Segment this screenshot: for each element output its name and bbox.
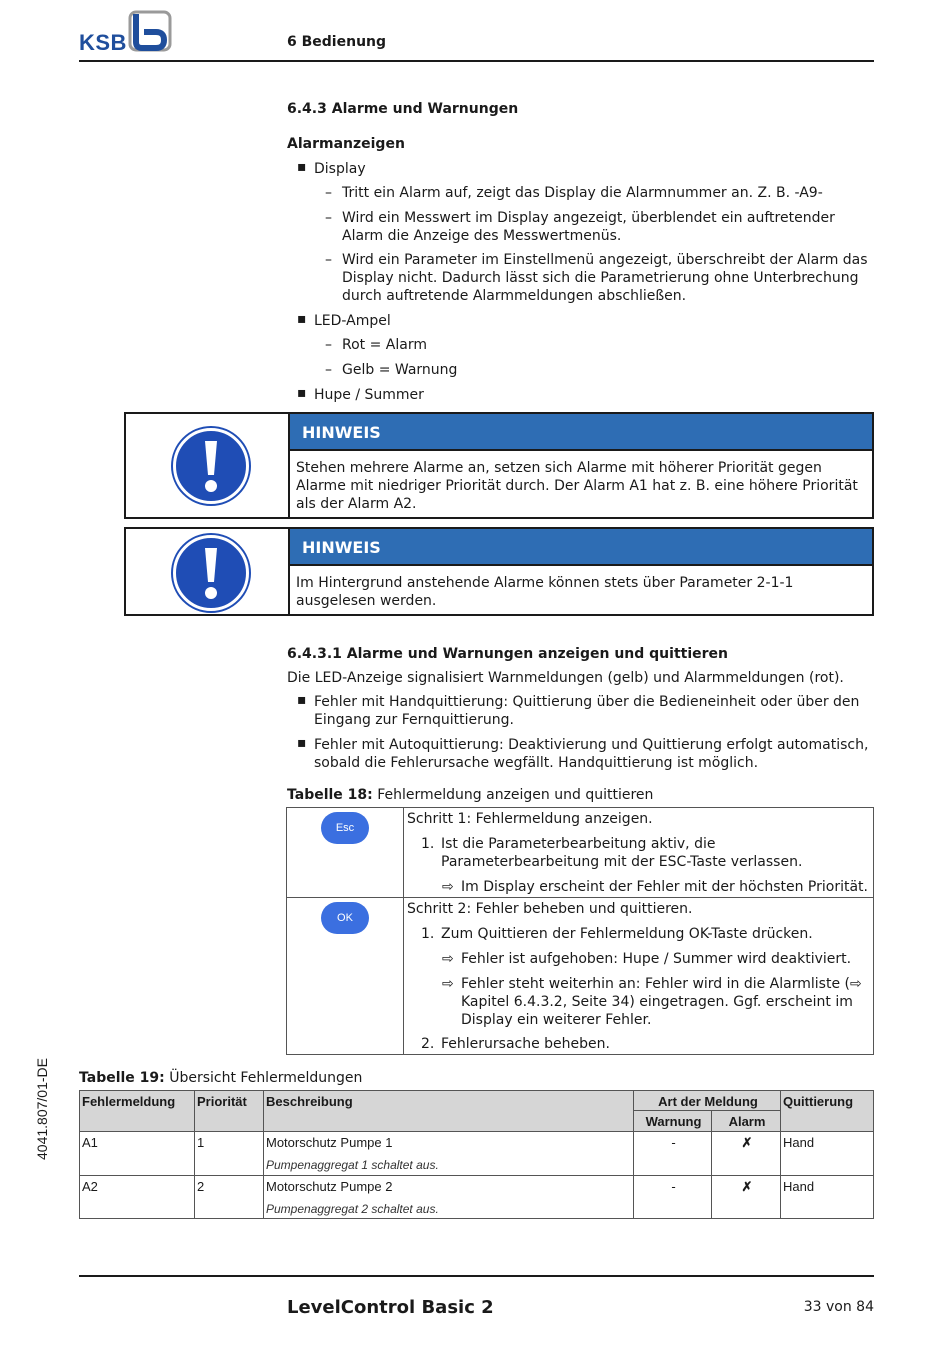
section-heading: 6.4.3 Alarme und Warnungen <box>287 101 519 117</box>
table-cell: - <box>633 1131 712 1176</box>
notice-title: HINWEIS <box>290 414 872 451</box>
step-number: 1. <box>421 836 435 852</box>
subsection-intro: Die LED-Anzeige signalisiert Warnmeldungen (gelb) und Alarmmeldungen (rot). <box>287 670 844 686</box>
table-row: A2 <box>79 1175 195 1219</box>
dash-marker: – <box>325 210 332 226</box>
table-cell <box>403 897 874 1055</box>
step-result: Im Display erscheint der Fehler mit der höchsten Priorität. <box>461 879 868 895</box>
column-header: Beschreibung <box>263 1090 634 1132</box>
result-arrow-icon: ⇨ <box>442 879 454 895</box>
cross-mark-icon: ✗ <box>741 1135 753 1150</box>
esc-key-icon: Esc <box>321 812 369 844</box>
bullet-marker: ▪ <box>297 311 307 327</box>
step-number: 1. <box>421 926 435 942</box>
page-number: 33 von 84 <box>803 1299 874 1315</box>
table-cell <box>286 807 404 898</box>
dash-marker: – <box>325 252 332 268</box>
list-subitem: Wird ein Messwert im Display angezeigt, überblendet ein auftretender Alarm die Anzeige des Messwertmenüs. <box>342 210 835 244</box>
column-header: Warnung <box>633 1110 712 1132</box>
column-header: Quittierung <box>780 1090 874 1132</box>
step-instruction: Zum Quittieren der Fehlermeldung OK-Taste drücken. <box>441 926 813 942</box>
table-cell <box>403 807 874 898</box>
list-subitem: Gelb = Warnung <box>342 362 458 378</box>
step-result: Fehler ist aufgehoben: Hupe / Summer wird deaktiviert. <box>461 951 852 967</box>
notice-title: HINWEIS <box>290 529 872 566</box>
notice-box <box>124 527 874 616</box>
table-cell: 1 <box>194 1131 264 1176</box>
exclamation-icon <box>173 428 249 504</box>
dash-marker: – <box>325 337 332 353</box>
notice-icon-cell <box>126 529 290 614</box>
list-item: Fehler mit Autoquittierung: Deaktivierung und Quittierung erfolgt automatisch, sobald die Fehlerursache wegfällt. Handquittierung ist möglich. <box>314 737 869 771</box>
table-caption-label: Tabelle 19: <box>79 1070 165 1086</box>
list-item: Hupe / Summer <box>314 387 424 403</box>
column-header: Fehlermeldung <box>79 1090 195 1132</box>
notice-text: Stehen mehrere Alarme an, setzen sich Alarme mit höherer Priorität gegen Alarme mit niedriger Priorität durch. Der Alarm A1 hat z. B. eine höhere Priorität als der Alarm A2. <box>296 460 858 512</box>
notice-text: Im Hintergrund anstehende Alarme können stets über Parameter 2-1-1 ausgelesen werden. <box>296 575 794 609</box>
table-caption-text: Fehlermeldung anzeigen und quittieren <box>372 787 654 803</box>
table-cell <box>286 897 404 1055</box>
bullet-marker: ▪ <box>297 159 307 175</box>
header-divider <box>79 60 874 62</box>
product-name: LevelControl Basic 2 <box>287 1297 494 1318</box>
table-cell <box>711 1175 781 1219</box>
column-header: Priorität <box>194 1090 264 1132</box>
bullet-marker: ▪ <box>297 385 307 401</box>
list-subitem: Tritt ein Alarm auf, zeigt das Display die Alarmnummer an. Z. B. -A9- <box>342 185 823 201</box>
list-item: LED-Ampel <box>314 313 391 329</box>
dash-marker: – <box>325 362 332 378</box>
table-caption <box>287 786 653 804</box>
bullet-marker: ▪ <box>297 692 307 708</box>
step-instruction: Fehlerursache beheben. <box>441 1036 610 1052</box>
table-caption-label: Tabelle 18: <box>287 787 373 803</box>
step-text: Schritt 2: Fehler beheben und quittieren. <box>407 901 693 917</box>
table-cell: 2 <box>194 1175 264 1219</box>
dash-marker: – <box>325 185 332 201</box>
table-cell: Motorschutz Pumpe 2 Pumpenaggregat 2 schaltet aus. <box>263 1175 634 1219</box>
table-caption-text: Übersicht Fehlermeldungen <box>164 1070 363 1086</box>
sub-heading: Alarmanzeigen <box>287 136 405 152</box>
result-arrow-icon: ⇨ <box>442 976 454 992</box>
table-caption <box>79 1069 362 1087</box>
step-text: Schritt 1: Fehlermeldung anzeigen. <box>407 811 653 827</box>
ok-key-icon: OK <box>321 902 369 934</box>
table-row: A1 <box>79 1131 195 1176</box>
list-item: Display <box>314 161 366 177</box>
notice-box <box>124 412 874 519</box>
exclamation-icon <box>173 535 249 611</box>
list-item: Fehler mit Handquittierung: Quittierung über die Bedieneinheit oder über den Eingang zur Fernquittierung. <box>314 694 860 728</box>
column-header: Art der Meldung <box>633 1090 781 1111</box>
chapter-title: 6 Bedienung <box>287 34 387 50</box>
table-cell <box>711 1131 781 1176</box>
result-arrow-icon: ⇨ <box>442 951 454 967</box>
table-cell: Hand <box>780 1131 874 1176</box>
column-header: Alarm <box>711 1110 781 1132</box>
step-instruction: Ist die Parameterbearbeitung aktiv, die Parameterbearbeitung mit der ESC-Taste verlassen. <box>441 836 803 870</box>
footer-divider <box>79 1275 874 1277</box>
document-code: 4041.807/01-DE <box>34 1058 50 1160</box>
ksb-logo-icon <box>128 10 174 52</box>
step-number: 2. <box>421 1036 435 1052</box>
table-cell: - <box>633 1175 712 1219</box>
table-cell: Motorschutz Pumpe 1 Pumpenaggregat 1 schaltet aus. <box>263 1131 634 1176</box>
cross-mark-icon: ✗ <box>741 1179 753 1194</box>
table-cell: Hand <box>780 1175 874 1219</box>
bullet-marker: ▪ <box>297 735 307 751</box>
brand-logo-text: KSB <box>79 30 127 55</box>
list-subitem: Wird ein Parameter im Einstellmenü angezeigt, überschreibt der Alarm das Display nicht. Dadurch lässt sich die Parametrierung ohne Unterbrechung durch auftretende Alarmmeldungen abschließen. <box>342 252 868 304</box>
subsection-heading: 6.4.3.1 Alarme und Warnungen anzeigen und quittieren <box>287 646 728 662</box>
list-subitem: Rot = Alarm <box>342 337 427 353</box>
step-result-link[interactable]: Fehler steht weiterhin an: Fehler wird in die Alarmliste (⇨ Kapitel 6.4.3.2, Seite 34) eingetragen. Ggf. erscheint im Display ein weiterer Fehler. <box>461 976 862 1028</box>
notice-icon-cell <box>126 414 290 517</box>
